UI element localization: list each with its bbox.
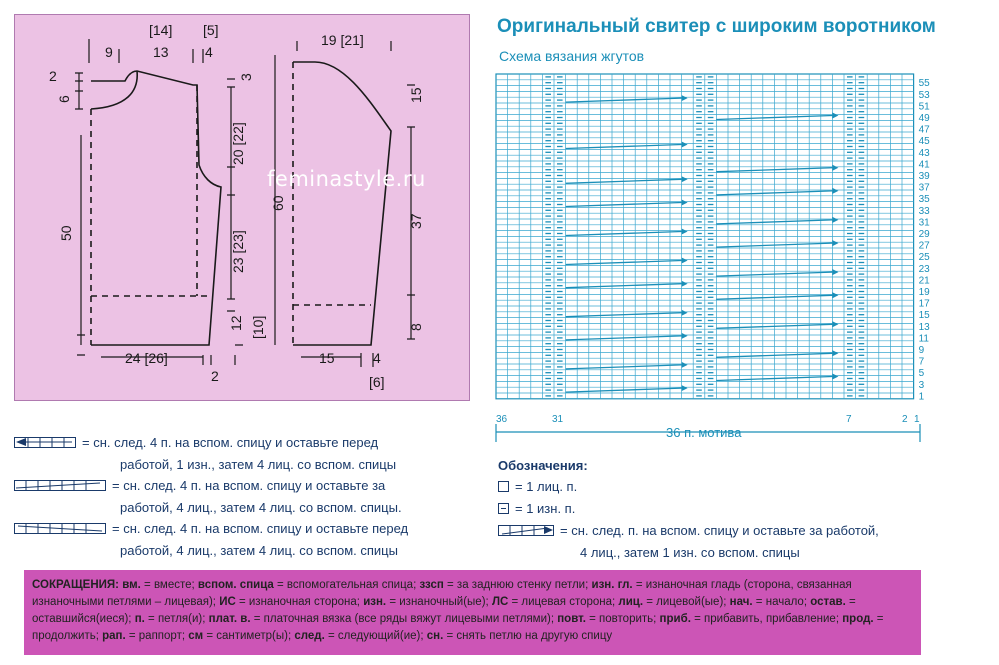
knitting-chart xyxy=(490,66,960,450)
abbreviation-definition: = изнаночная сторона; xyxy=(235,596,364,608)
row-number: 37 xyxy=(918,182,930,194)
row-number: 7 xyxy=(918,356,925,368)
abbreviation-definition: = изнаночная гладь (сторона, связанная изнаночными петлями – лицевая); xyxy=(32,579,852,608)
abbreviation-term: см xyxy=(188,630,204,642)
abbreviation-definition: = лицевая сторона; xyxy=(508,596,619,608)
chart-subtitle: Схема вязания жгутов xyxy=(499,48,645,64)
row-number: 17 xyxy=(918,298,930,310)
chart-legend-heading: Обозначения: xyxy=(498,458,588,473)
stitch-number-31: 31 xyxy=(552,414,564,425)
abbreviation-term: прод. xyxy=(842,613,874,625)
sleeve-bottom-label-4: 4 xyxy=(373,350,381,366)
body-top-label-9: 9 xyxy=(105,44,113,60)
cable-legend-item-line2: работой, 4 лиц., затем 4 лиц. со вспом. спицы xyxy=(120,543,398,559)
abbreviation-term: изн. xyxy=(363,596,387,608)
row-number: 21 xyxy=(918,275,930,287)
abbreviation-term: изн. гл. xyxy=(591,579,633,591)
row-number: 19 xyxy=(918,287,930,298)
cable-legend-item-line2: работой, 1 изн., затем 4 лиц. со вспом. спицы xyxy=(120,457,397,473)
abbreviation-entry xyxy=(363,596,492,608)
abbreviation-entry xyxy=(427,630,612,642)
legend-cable-right: = сн. след. п. на вспом. спицу и оставьте за работой, xyxy=(498,520,879,542)
watermark: feminastyle.ru xyxy=(267,167,426,191)
row-number: 55 xyxy=(918,78,930,90)
abbreviation-entry xyxy=(188,630,294,642)
row-number: 15 xyxy=(918,310,930,322)
chart-row-numbers xyxy=(919,78,931,402)
row-number: 53 xyxy=(918,89,930,101)
purl-square-icon xyxy=(498,499,509,520)
body-top-label-4: 4 xyxy=(205,44,213,60)
abbreviation-definition: = петля(и); xyxy=(144,613,209,625)
body-bottom-label-24: 24 [26] xyxy=(125,350,168,366)
cable-legend-item: = сн. след. 4 п. на вспом. спицу и оставьте перед xyxy=(14,432,484,454)
body-left-label-6: 6 xyxy=(56,95,72,103)
row-number: 39 xyxy=(918,171,930,182)
abbreviation-entry xyxy=(122,579,198,591)
abbreviation-definition: = вспомогательная спица; xyxy=(273,579,420,591)
body-bottom-label-2: 2 xyxy=(211,368,219,384)
sleeve-left-label-60: 60 xyxy=(270,195,286,211)
legend-cable-right-line2: 4 лиц., затем 1 изн. со вспом. спицы xyxy=(580,545,800,561)
chart-legend xyxy=(498,455,879,563)
row-number: 3 xyxy=(918,379,925,391)
sleeve-bottom-label-6: [6] xyxy=(369,374,385,390)
abbreviations-list xyxy=(32,579,884,642)
cable-legend xyxy=(14,432,484,561)
cable-legend-item: = сн. след. 4 п. на вспом. спицу и оставьте перед xyxy=(14,518,484,540)
abbreviation-term: п. xyxy=(134,613,145,625)
abbreviation-definition: = сантиметр(ы); xyxy=(203,630,295,642)
abbreviation-term: остав. xyxy=(810,596,846,608)
stitch-number-2: 2 xyxy=(902,414,908,425)
abbreviations-heading: СОКРАЩЕНИЯ: xyxy=(32,579,120,591)
body-right-label-10: [10] xyxy=(250,315,266,339)
abbreviation-definition: = за заднюю стенку петли; xyxy=(443,579,592,591)
stitch-number-36: 36 xyxy=(496,414,508,425)
abbreviation-definition: = начало; xyxy=(752,596,811,608)
cable-legend-item-line2: работой, 4 лиц., затем 4 лиц. со вспом. спицы. xyxy=(120,500,402,516)
abbreviation-entry xyxy=(618,596,729,608)
abbreviation-entry xyxy=(198,579,420,591)
body-right-label-12: 12 xyxy=(228,315,244,331)
abbreviation-definition: = платочная вязка (все ряды вяжут лицевыми петлями); xyxy=(250,613,558,625)
motif-label: 36 п. мотива xyxy=(666,425,742,440)
stitch-number-7: 7 xyxy=(846,414,852,425)
abbreviation-definition: = оставшийся(иеся); xyxy=(32,596,856,625)
sleeve-right-label-8: 8 xyxy=(408,323,424,331)
row-number: 51 xyxy=(918,101,930,113)
abbreviation-term: рап. xyxy=(102,630,126,642)
cable-front-knit-icon xyxy=(14,519,106,540)
abbreviation-definition: = снять петлю на другую спицу xyxy=(443,630,613,642)
abbreviation-entry xyxy=(730,596,811,608)
row-number: 25 xyxy=(918,252,930,264)
abbreviation-term: плат. в. xyxy=(208,613,251,625)
abbreviation-definition: = повторить; xyxy=(585,613,660,625)
body-right-label-20: 20 [22] xyxy=(230,122,246,165)
row-number: 47 xyxy=(918,124,930,136)
row-number: 9 xyxy=(918,345,925,356)
body-left-label-50: 50 xyxy=(58,225,74,241)
legend-knit: = 1 лиц. п. xyxy=(498,476,879,498)
row-number: 31 xyxy=(918,217,930,229)
abbreviation-entry xyxy=(209,613,558,625)
body-right-label-3: 3 xyxy=(238,73,254,81)
cable-back-icon xyxy=(498,521,554,542)
abbreviation-definition: = изнаночный(ые); xyxy=(386,596,492,608)
abbreviation-definition: = лицевой(ые); xyxy=(643,596,730,608)
row-number: 11 xyxy=(918,333,929,345)
sleeve-outline xyxy=(293,62,391,345)
abbreviation-entry xyxy=(557,613,659,625)
abbreviation-entry xyxy=(102,630,188,642)
legend-purl: = 1 изн. п. xyxy=(498,498,879,520)
cable-front-purl-icon xyxy=(14,433,76,454)
abbreviation-term: вм. xyxy=(122,579,141,591)
body-outline xyxy=(91,71,221,345)
abbreviation-term: ззсп xyxy=(419,579,444,591)
pattern-diagram-panel xyxy=(14,14,470,401)
pattern-drawing xyxy=(15,15,471,402)
abbreviation-definition: = раппорт; xyxy=(125,630,189,642)
row-number: 5 xyxy=(918,368,925,380)
body-top-alt-5: [5] xyxy=(203,22,219,38)
abbreviation-entry xyxy=(660,613,843,625)
abbreviation-term: вспом. спица xyxy=(197,579,274,591)
row-number: 43 xyxy=(918,147,930,159)
body-left-label-2: 2 xyxy=(49,68,57,84)
abbreviation-term: ЛС xyxy=(491,596,509,608)
stitch-number-1: 1 xyxy=(914,414,920,425)
page-title: Оригинальный свитер с широким воротником xyxy=(497,16,936,37)
abbreviation-definition: = вместе; xyxy=(140,579,198,591)
sleeve-right-label-15: 15 xyxy=(408,87,424,103)
knit-square-icon xyxy=(498,477,509,498)
body-top-label-13: 13 xyxy=(153,44,169,60)
row-number: 45 xyxy=(918,136,930,148)
abbreviation-term: лиц. xyxy=(618,596,644,608)
sleeve-bottom-label-15: 15 xyxy=(319,350,335,366)
abbreviation-entry xyxy=(219,596,363,608)
abbreviation-definition: = продолжить; xyxy=(32,613,884,642)
sleeve-right-label-37: 37 xyxy=(408,213,424,229)
row-number: 13 xyxy=(918,321,930,333)
abbreviation-term: нач. xyxy=(729,596,753,608)
abbreviation-term: сн. xyxy=(426,630,444,642)
row-number: 35 xyxy=(918,194,930,206)
body-right-label-23: 23 [23] xyxy=(230,230,246,273)
row-number: 49 xyxy=(918,113,930,124)
abbreviations-box xyxy=(24,570,921,655)
row-number: 1 xyxy=(918,391,925,403)
body-top-alt-14: [14] xyxy=(149,22,173,38)
row-number: 33 xyxy=(918,205,930,217)
cable-back-knit-icon xyxy=(14,476,106,497)
row-number: 27 xyxy=(918,240,930,252)
row-number: 29 xyxy=(918,229,930,240)
abbreviation-term: след. xyxy=(294,630,325,642)
abbreviation-entry xyxy=(492,596,618,608)
sleeve-top-label: 19 [21] xyxy=(321,32,364,48)
abbreviation-term: повт. xyxy=(557,613,586,625)
body-neck-front xyxy=(91,71,137,109)
abbreviation-definition: = следующий(ие); xyxy=(324,630,427,642)
cable-legend-item: = сн. след. 4 п. на вспом. спицу и оставьте за xyxy=(14,475,484,497)
abbreviation-entry xyxy=(419,579,591,591)
abbreviation-term: ИС xyxy=(219,596,236,608)
row-number: 23 xyxy=(918,263,930,275)
row-number: 41 xyxy=(918,159,930,171)
abbreviation-entry xyxy=(294,630,426,642)
abbreviation-term: приб. xyxy=(659,613,691,625)
abbreviation-entry xyxy=(135,613,209,625)
abbreviation-definition: = прибавить, прибавление; xyxy=(690,613,843,625)
